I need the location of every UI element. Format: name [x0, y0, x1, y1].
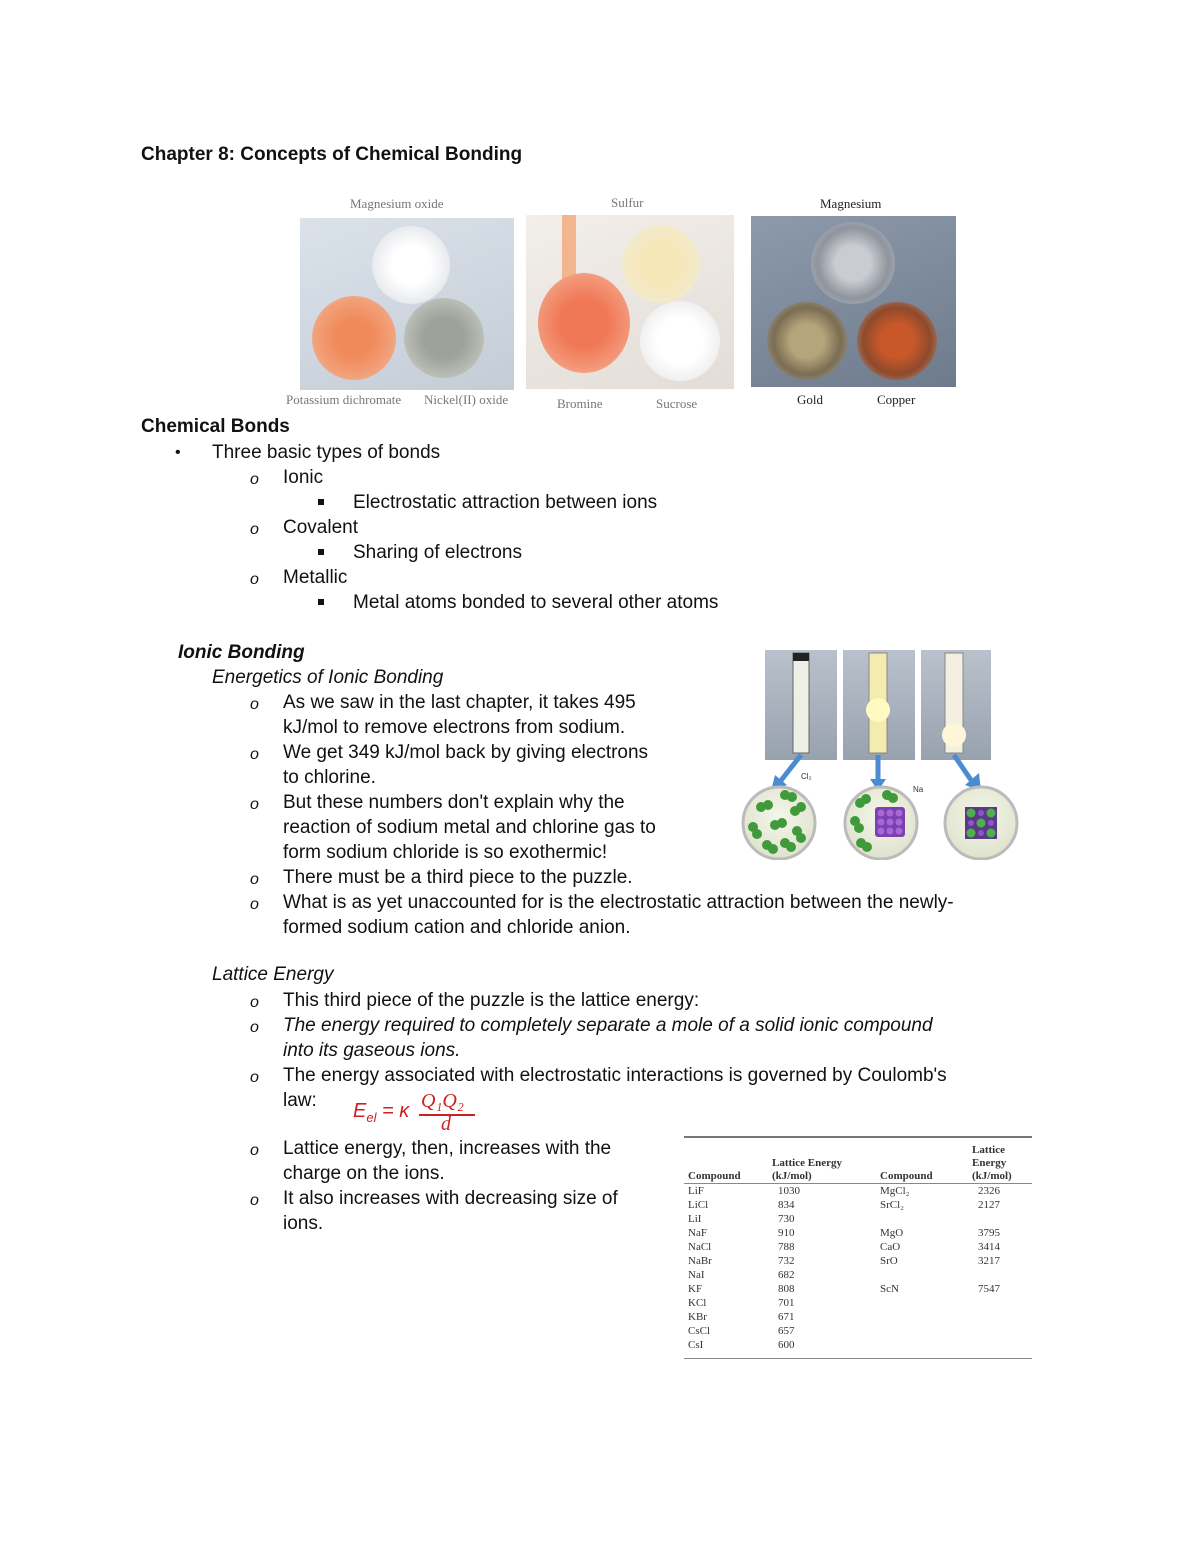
bullet-o: o	[250, 521, 259, 538]
bullet-o: o	[250, 994, 259, 1011]
bullet-o: o	[250, 796, 259, 813]
label-potassium-dichromate: Potassium dichromate	[286, 392, 402, 407]
compound-cell: NaF	[688, 1227, 707, 1239]
energetics-point-line: We get 349 kJ/mol back by giving electrons	[283, 742, 649, 763]
lattice-energy-cell	[968, 1310, 1032, 1324]
compound-cell: LiI	[688, 1213, 702, 1225]
energetics-point-line: But these numbers don't explain why the	[283, 792, 625, 813]
bullet-o: o	[250, 1019, 259, 1036]
label-magnesium: Magnesium	[820, 196, 882, 211]
table-header: Compound	[880, 1170, 933, 1182]
table-row	[684, 1240, 1032, 1254]
bullet-dot: •	[175, 444, 181, 461]
bullet-square	[318, 549, 324, 555]
energetics-point-line: kJ/mol to remove electrons from sodium.	[283, 717, 626, 738]
chemical-bonds-heading: Chemical Bonds	[141, 416, 290, 437]
table-row	[684, 1212, 1032, 1226]
lattice-point-line: Lattice energy, then, increases with the	[283, 1138, 612, 1159]
compound-cell: LiCl	[688, 1199, 709, 1211]
formula-equals-kappa: = κ	[376, 1100, 410, 1122]
energetics-point-line: There must be a third piece to the puzzle.	[283, 867, 633, 888]
compound-cell: SrO	[880, 1255, 898, 1267]
lattice-energy-cell: 732	[778, 1255, 795, 1267]
table-row	[684, 1310, 1032, 1324]
table-row	[684, 1338, 1032, 1352]
lattice-energy-table	[684, 1136, 1032, 1359]
lattice-energy-cell: 600	[778, 1339, 795, 1351]
bullet-o: o	[250, 696, 259, 713]
cl2-label: Cl₂	[801, 772, 812, 781]
lattice-point-line: This third piece of the puzzle is the lattice energy:	[283, 990, 700, 1011]
lattice-energy-cell	[968, 1296, 1032, 1310]
compound-cell: SrCl₂	[880, 1199, 905, 1211]
lattice-energy-cell: 910	[778, 1227, 795, 1239]
na-label: Na	[913, 785, 924, 794]
bond-detail-ionic: Electrostatic attraction between ions	[353, 492, 658, 513]
lattice-energy-cell	[968, 1338, 1032, 1352]
compound-cell: MgCl₂	[880, 1185, 910, 1197]
lattice-energy-cell: 3217	[978, 1255, 1000, 1267]
compound-cell: CsCl	[688, 1325, 711, 1337]
compound-cell	[876, 1212, 968, 1226]
molecular-substances-photo	[526, 215, 734, 389]
energetics-point-line: reaction of sodium metal and chlorine gas to	[283, 817, 656, 838]
formula-lhs-sub: el	[366, 1110, 377, 1125]
bond-detail-metallic: Metal atoms bonded to several other atoms	[353, 592, 719, 613]
lattice-energy-heading: Lattice Energy	[212, 964, 334, 985]
lattice-definition-line: The energy required to completely separate a mole of a solid ionic compound	[283, 1015, 933, 1036]
compound-cell: KCl	[688, 1297, 707, 1309]
bullet-square	[318, 499, 324, 505]
label-magnesium-oxide: Magnesium oxide	[350, 196, 444, 211]
lattice-energy-cell: 3414	[978, 1241, 1000, 1253]
lattice-point-line: ions.	[283, 1213, 324, 1234]
compound-cell: NaI	[688, 1269, 705, 1281]
bullet-o: o	[250, 896, 259, 913]
table-header: Lattice Energy (kJ/mol)	[972, 1144, 1012, 1182]
lattice-energy-cell: 671	[778, 1311, 795, 1323]
compound-cell: KF	[688, 1283, 703, 1295]
compound-cell: KBr	[688, 1311, 707, 1323]
bullet-square	[318, 599, 324, 605]
table-row	[684, 1226, 1032, 1240]
lattice-energy-cell: 2326	[978, 1185, 1000, 1197]
table-header: Compound	[688, 1170, 741, 1182]
compound-cell: MgO	[880, 1227, 904, 1239]
lattice-point-line: The energy associated with electrostatic interactions is governed by Coulomb's	[283, 1065, 947, 1086]
label-sucrose: Sucrose	[656, 396, 698, 411]
lattice-energy-cell	[968, 1212, 1032, 1226]
formula-denominator: d	[441, 1113, 451, 1135]
bullet-o: o	[250, 471, 259, 488]
reaction-illustration	[735, 645, 1035, 860]
compound-cell	[876, 1324, 968, 1338]
sodium-chlorine-reaction-figure	[735, 645, 1035, 860]
energetics-point-line: form sodium chloride is so exothermic!	[283, 842, 608, 863]
compound-cell	[876, 1338, 968, 1352]
lattice-point-line: charge on the ions.	[283, 1163, 445, 1184]
label-nickel-oxide: Nickel(II) oxide	[424, 392, 509, 407]
table-row	[684, 1268, 1032, 1282]
lattice-energy-cell: 682	[778, 1269, 795, 1281]
compound-cell: CaO	[880, 1241, 901, 1253]
label-copper: Copper	[877, 392, 916, 407]
bond-type-metallic: Metallic	[283, 567, 348, 588]
bullet-o: o	[250, 1192, 259, 1209]
table-row	[684, 1296, 1032, 1310]
formula-lhs: E	[353, 1100, 367, 1122]
compound-cell: NaCl	[688, 1241, 712, 1253]
bond-type-ionic: Ionic	[283, 467, 324, 488]
lattice-energy-cell: 1030	[778, 1185, 800, 1197]
page-title: Chapter 8: Concepts of Chemical Bonding	[141, 144, 523, 165]
energetics-point-line: formed sodium cation and chloride anion.	[283, 917, 631, 938]
lattice-energy-cell: 3795	[978, 1227, 1000, 1239]
compound-cell: CsI	[688, 1339, 704, 1351]
lattice-energy-cell: 834	[778, 1199, 795, 1211]
label-bromine: Bromine	[557, 396, 603, 411]
metals-photo	[751, 216, 956, 387]
table-row	[684, 1324, 1032, 1338]
table-body	[684, 1184, 1032, 1353]
bullet-o: o	[250, 871, 259, 888]
label-gold: Gold	[797, 392, 823, 407]
lattice-energy-cell	[968, 1324, 1032, 1338]
lattice-energy-cell: 808	[778, 1283, 795, 1295]
lattice-energy-cell: 2127	[978, 1199, 1000, 1211]
lattice-point-line: It also increases with decreasing size of	[283, 1188, 618, 1209]
energetics-point-line: to chlorine.	[283, 767, 376, 788]
energetics-point-line: What is as yet unaccounted for is the electrostatic attraction between the newly-	[283, 892, 954, 913]
bond-detail-covalent: Sharing of electrons	[353, 542, 522, 563]
compound-cell	[876, 1268, 968, 1282]
lattice-energy-cell: 657	[778, 1325, 795, 1337]
bullet-o: o	[250, 746, 259, 763]
lattice-definition-line: into its gaseous ions.	[283, 1040, 461, 1061]
table-row	[684, 1282, 1032, 1296]
compound-cell: ScN	[880, 1283, 899, 1295]
lattice-energy-cell: 730	[778, 1213, 795, 1225]
energetics-subheading: Energetics of Ionic Bonding	[212, 667, 444, 688]
ionic-compounds-photo	[300, 218, 514, 390]
lattice-energy-cell: 701	[778, 1297, 795, 1309]
table-row	[684, 1254, 1032, 1268]
compound-cell: NaBr	[688, 1255, 712, 1267]
bond-type-covalent: Covalent	[283, 517, 358, 538]
compound-cell	[876, 1310, 968, 1324]
compound-cell	[876, 1296, 968, 1310]
compound-cell: LiF	[688, 1185, 704, 1197]
lattice-point-line: law:	[283, 1090, 317, 1111]
formula-numerator: Q₁Q₂	[421, 1090, 464, 1112]
lattice-energy-cell	[968, 1268, 1032, 1282]
table-row	[684, 1198, 1032, 1212]
table-header: Lattice Energy (kJ/mol)	[772, 1157, 842, 1182]
table-row	[684, 1184, 1032, 1199]
bullet-o: o	[250, 571, 259, 588]
lattice-energy-cell: 788	[778, 1241, 795, 1253]
bullet-o: o	[250, 1142, 259, 1159]
bullet-o: o	[250, 1069, 259, 1086]
bond-types-intro: Three basic types of bonds	[212, 442, 441, 463]
ionic-bonding-heading: Ionic Bonding	[178, 642, 305, 663]
label-sulfur: Sulfur	[611, 195, 644, 210]
lattice-energy-cell: 7547	[978, 1283, 1000, 1295]
energetics-point-line: As we saw in the last chapter, it takes 495	[283, 692, 636, 713]
